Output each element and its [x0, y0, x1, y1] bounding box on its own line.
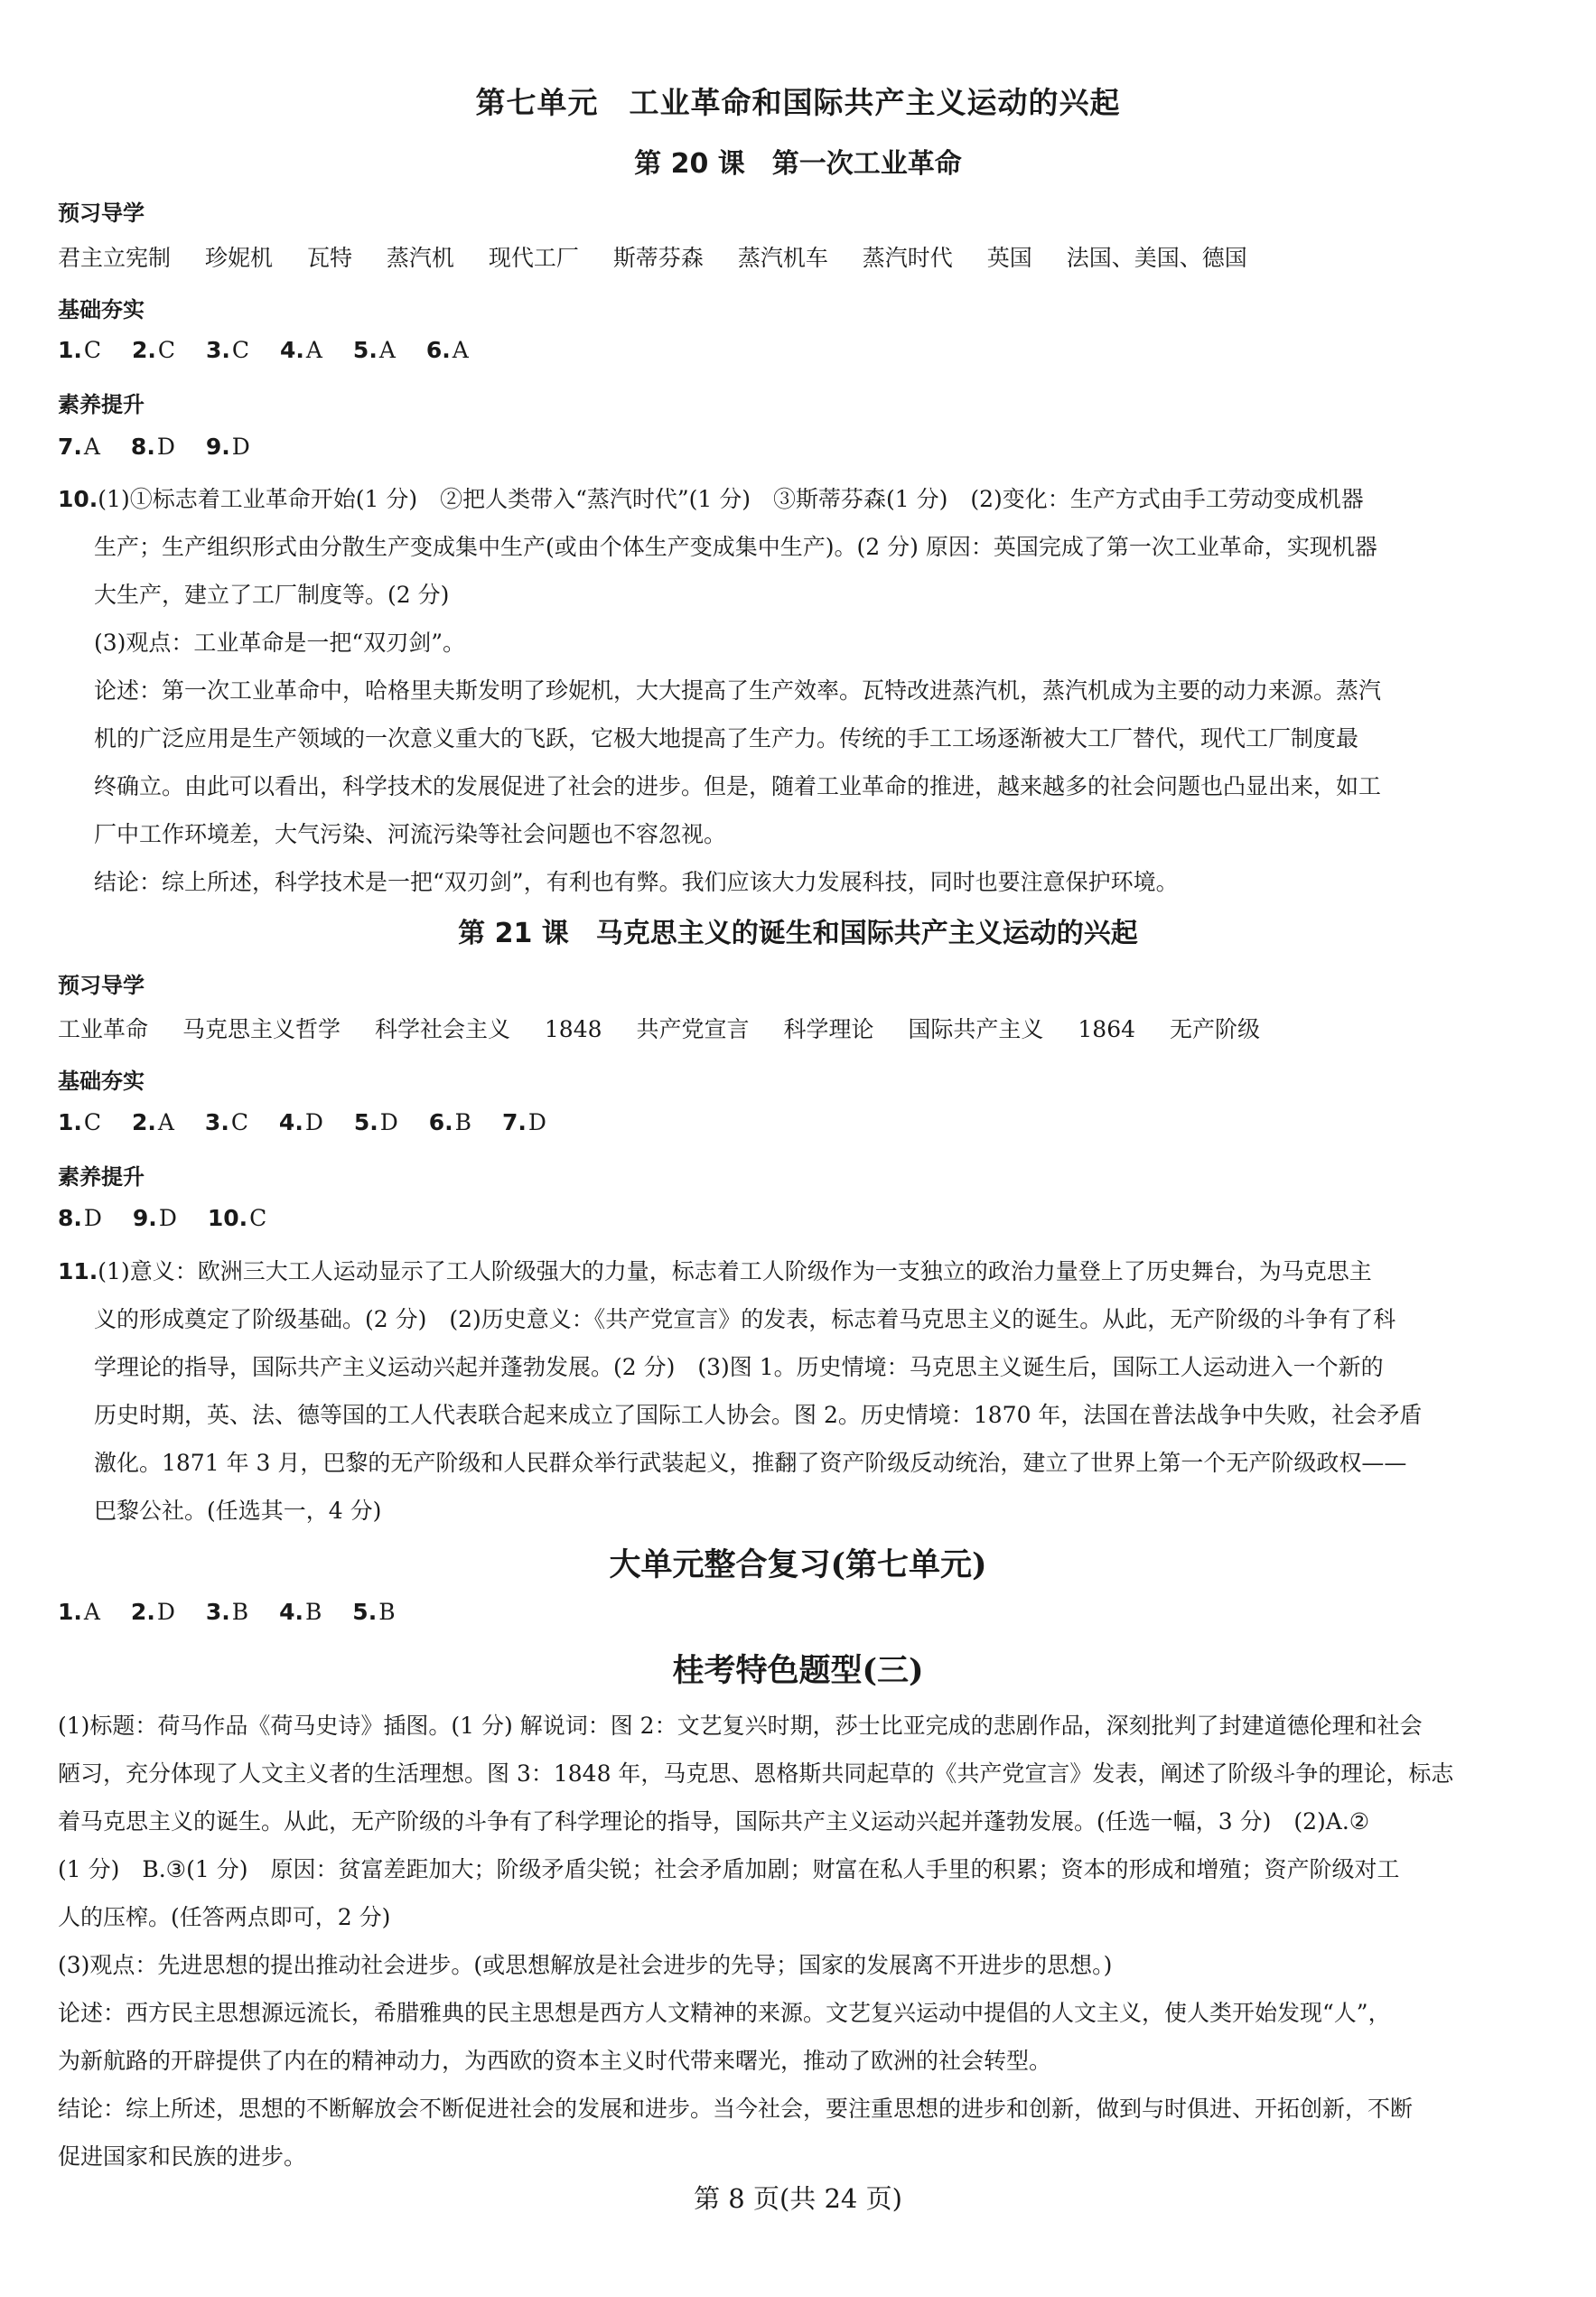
term: 蒸汽机车 — [737, 245, 828, 271]
answer-item: 8.D — [58, 1205, 102, 1231]
page-footer: 第 8 页(共 24 页) — [694, 2183, 902, 2214]
q11-line: 激化。1871 年 3 月，巴黎的无产阶级和人民群众举行武装起义，推翻了资产阶级反动统治，建立了世界上第一个无产阶级政权—— — [94, 1450, 1407, 1476]
lesson-20-basic-heading: 基础夯实 — [58, 297, 145, 322]
term: 国际共产主义 — [908, 1016, 1044, 1042]
q10-line: (3)观点：工业革命是一把“双刃剑”。 — [94, 630, 465, 656]
answer-item: 1.C — [58, 337, 102, 363]
lesson-21-basic-answers — [58, 1109, 570, 1135]
unit-title: 第七单元 工业革命和国际共产主义运动的兴起 — [475, 85, 1121, 120]
answer-item: 3.C — [204, 1109, 248, 1135]
term: 科学理论 — [783, 1016, 874, 1042]
question-number: 10. — [58, 486, 98, 512]
answer-item: 3.B — [205, 1599, 249, 1625]
special-line: 陋习，充分体现了人文主义者的生活理想。图 3：1848 年，马克思、恩格斯共同起草的《共产党宣言》发表，阐述了阶级斗争的理论，标志 — [58, 1760, 1454, 1787]
term: 英国 — [986, 245, 1032, 271]
question-11-answer — [58, 1247, 1548, 1535]
answer-item: 2.C — [132, 337, 176, 363]
q10-line: 终确立。由此可以看出，科学技术的发展促进了社会的进步。但是，随着工业革命的推进，越来越多的社会问题也凸显出来，如工 — [94, 773, 1382, 799]
term: 蒸汽时代 — [862, 245, 953, 271]
review-answers — [58, 1599, 419, 1625]
lesson-21-basic-heading: 基础夯实 — [58, 1069, 145, 1094]
lesson-20-title: 第 20 课 第一次工业革命 — [634, 148, 962, 180]
answer-item: 7.D — [501, 1109, 546, 1135]
answer-item: 1.C — [58, 1109, 102, 1135]
q11-line: 学理论的指导，国际共产主义运动兴起并蓬勃发展。(2 分) (3)图 1。历史情境：马克思主义诞生后，国际工人运动进入一个新的 — [94, 1354, 1384, 1380]
q10-line: 生产；生产组织形式由分散生产变成集中生产(或由个体生产变成集中生产)。(2 分) 原因：英国完成了第一次工业革命，实现机器 — [94, 534, 1377, 560]
special-line: 促进国家和民族的进步。 — [58, 2143, 307, 2170]
lesson-21-title: 第 21 课 马克思主义的诞生和国际共产主义运动的兴起 — [458, 918, 1138, 949]
special-title: 桂考特色题型(三) — [672, 1652, 924, 1689]
lesson-20-preview-terms — [58, 240, 1274, 273]
q10-line: 结论：综上所述，科学技术是一把“双刃剑”，有利也有弊。我们应该大力发展科技，同时也要注意保护环境。 — [94, 869, 1179, 895]
answer-item: 1.A — [58, 1599, 100, 1625]
special-line: (1)标题：荷马作品《荷马史诗》插图。(1 分) 解说词：图 2：文艺复兴时期，莎士比亚完成的悲剧作品，深刻批判了封建道德伦理和社会 — [58, 1713, 1423, 1739]
question-number: 11. — [58, 1258, 98, 1284]
special-line: 结论：综上所述，思想的不断解放会不断促进社会的发展和进步。当今社会，要注重思想的进步和创新，做到与时俱进、开拓创新，不断 — [58, 2096, 1414, 2122]
term: 无产阶级 — [1169, 1016, 1260, 1042]
special-line: 人的压榨。(任答两点即可，2 分) — [58, 1904, 391, 1930]
term: 瓦特 — [306, 245, 352, 271]
term: 工业革命 — [58, 1016, 149, 1042]
lesson-20-preview-heading: 预习导学 — [58, 201, 145, 226]
answer-item: 2.A — [132, 1109, 174, 1135]
term: 科学社会主义 — [374, 1016, 510, 1042]
q11-line: 巴黎公社。(任选其一，4 分) — [94, 1498, 382, 1524]
q10-line: 机的广泛应用是生产领域的一次意义重大的飞跃，它极大地提高了生产力。传统的手工工场逐渐被大工厂替代，现代工厂制度最 — [94, 725, 1359, 752]
special-line: 着马克思主义的诞生。从此，无产阶级的斗争有了科学理论的指导，国际共产主义运动兴起并蓬勃发展。(任选一幅，3 分) (2)A.② — [58, 1808, 1370, 1835]
answer-item: 9.D — [205, 434, 250, 460]
term: 法国、美国、德国 — [1066, 245, 1247, 271]
answer-item: 5.D — [353, 1109, 398, 1135]
answer-item: 2.D — [130, 1599, 175, 1625]
term: 斯蒂芬森 — [612, 245, 704, 271]
special-line: (1 分) B.③(1 分) 原因：贫富差距加大；阶级矛盾尖锐；社会矛盾加剧；财富在私人手里的积累；资本的形成和增殖；资产阶级对工 — [58, 1856, 1400, 1882]
lesson-21-improve-heading: 素养提升 — [58, 1164, 145, 1190]
lesson-21-preview-terms — [58, 1012, 1287, 1044]
q10-line: 论述：第一次工业革命中，哈格里夫斯发明了珍妮机，大大提高了生产效率。瓦特改进蒸汽机，蒸汽机成为主要的动力来源。蒸汽 — [94, 677, 1382, 704]
answer-item: 4.B — [279, 1599, 322, 1625]
term: 君主立宪制 — [58, 245, 172, 271]
answer-item: 10.C — [207, 1205, 267, 1231]
review-title: 大单元整合复习(第七单元) — [609, 1546, 987, 1583]
q11-line: 11.(1)意义：欧洲三大工人运动显示了工人阶级强大的力量，标志着工人阶级作为一支独立的政治力量登上了历史舞台，为马克思主 — [58, 1258, 1372, 1284]
answer-item: 8.D — [130, 434, 175, 460]
special-line: 为新航路的开辟提供了内在的精神动力，为西欧的资本主义时代带来曙光，推动了欧洲的社会转型。 — [58, 2048, 1052, 2074]
q10-line: 厂中工作环境差，大气污染、河流污染等社会问题也不容忽视。 — [94, 821, 727, 847]
answer-item: 4.A — [280, 337, 322, 363]
answer-item: 9.D — [132, 1205, 177, 1231]
term: 共产党宣言 — [636, 1016, 750, 1042]
answer-item: 5.A — [352, 337, 396, 363]
q11-line: 义的形成奠定了阶级基础。(2 分) (2)历史意义：《共产党宣言》的发表，标志着马克思主义的诞生。从此，无产阶级的斗争有了科 — [94, 1306, 1396, 1332]
special-line: (3)观点：先进思想的提出推动社会进步。(或思想解放是社会进步的先导；国家的发展离不开进步的思想。) — [58, 1952, 1113, 1978]
lesson-20-improve-heading: 素养提升 — [58, 392, 145, 417]
term: 蒸汽机 — [386, 245, 454, 271]
lesson-21-preview-heading: 预习导学 — [58, 973, 145, 998]
answer-item: 5.B — [352, 1599, 396, 1625]
answer-item: 4.D — [278, 1109, 323, 1135]
term: 现代工厂 — [488, 245, 579, 271]
q11-line: 历史时期，英、法、德等国的工人代表联合起来成立了国际工人协会。图 2。历史情境：1870 年，法国在普法战争中失败，社会矛盾 — [94, 1402, 1423, 1428]
lesson-20-basic-answers — [58, 337, 492, 363]
q10-line: 10.(1)①标志着工业革命开始(1 分) ②把人类带入“蒸汽时代”(1 分) ③斯蒂芬森(1 分) (2)变化：生产方式由手工劳动变成机器 — [58, 486, 1364, 512]
lesson-20-improve-answers — [58, 434, 274, 460]
answer-item: 3.C — [206, 337, 250, 363]
term: 1864 — [1078, 1016, 1136, 1042]
answer-item: 6.A — [425, 337, 469, 363]
q10-line: 大生产，建立了工厂制度等。(2 分) — [94, 582, 450, 608]
term: 1848 — [544, 1016, 602, 1042]
question-10-answer — [58, 475, 1548, 906]
special-answer — [58, 1702, 1548, 2180]
term: 马克思主义哲学 — [182, 1016, 341, 1042]
special-line: 论述：西方民主思想源远流长，希腊雅典的民主思想是西方人文精神的来源。文艺复兴运动中提倡的人文主义，使人类开始发现“人”， — [58, 2000, 1391, 2026]
lesson-21-improve-answers — [58, 1205, 290, 1231]
answer-item: 6.B — [428, 1109, 472, 1135]
term: 珍妮机 — [204, 245, 273, 271]
answer-item: 7.A — [58, 434, 100, 460]
